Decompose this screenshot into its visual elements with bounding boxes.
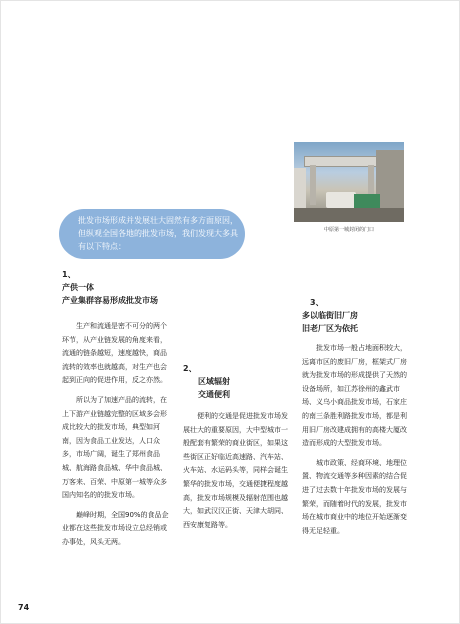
building <box>376 150 404 210</box>
paragraph: 生产和流通是密不可分的两个环节，从产业链发展的角度来看，流通的链条越短，速度越快，商品流转的效率也就越高，对生产也会起到正向的促进作用，反之亦然。 <box>62 322 167 385</box>
paragraph: 批发市场一般占地面积较大，远离市区的废旧厂房，框架式厂房就为批发市场的形成提供了天然的设备场所，如江苏徐州的鑫武市场、义乌小商品批发市场，石家庄的南三条胜利路批发市场，都是利用旧厂房改建成拥有的高楼大厦改造而形成的大型批发市场。 <box>302 344 407 448</box>
section-1-heading <box>62 268 158 307</box>
intro-text: 批发市场形成并发展壮大固然有多方面原因，但纵观全国各地的批发市场，我们发现大多具有以下特点： <box>78 216 238 251</box>
green-tarp <box>354 194 380 208</box>
section-3-body <box>302 342 412 538</box>
section-title-line: 产供一体 <box>62 283 94 292</box>
section-title-line: 交通便利 <box>198 390 230 399</box>
building <box>294 168 306 208</box>
section-number: 2、 <box>183 364 197 373</box>
market-gate-photo <box>294 142 404 222</box>
section-2-body <box>183 410 293 532</box>
ground <box>294 208 404 222</box>
section-title-line: 区域辐射 <box>198 377 230 386</box>
photo-caption: 中原第一城封闭的门口 <box>323 227 374 233</box>
paragraph: 所以为了加速产品的流转，在上下游产业链越完整的区域多会形成比较大的批发市场，典型如河南，因为食品工业发达，人口众多，市场广阔，诞生了郑州食品城、航海路食品城、华中食品城、万客来、百荣、中原第一城等众多国内知名的的批发市场。 <box>62 395 167 500</box>
section-2-heading <box>183 362 245 401</box>
page-number: 74 <box>18 603 30 612</box>
section-title-line: 旧老厂区为依托 <box>302 324 358 333</box>
section-number: 1、 <box>62 270 76 279</box>
paragraph: 便利的交通是促进批发市场发展壮大的重要原因，大中型城市一般配套有繁荣的商业街区，如果这些街区正好临近高速路、汽车站、火车站、水运码头等，同样会诞生繁华的批发市场，交通便捷程度越高，批发市场规模及辐射范围也越大，如武汉汉正街、天津大胡同、西安康复路等。 <box>183 412 288 529</box>
section-title-line: 产业集群容易形成批发市场 <box>62 296 158 305</box>
section-title-line: 多以临街旧厂房 <box>302 311 358 320</box>
truck <box>326 192 356 208</box>
section-number: 3、 <box>310 298 324 307</box>
gate-post <box>310 165 316 205</box>
section-1-body <box>62 320 172 550</box>
section-3-heading <box>302 296 358 335</box>
paragraph: 城市政策、经商环境、地理位置、物流交通等多种因素的结合促进了过去数十年批发市场的发展与繁荣，而随着时代的发展，批发市场在城市商业中的地位开始逐渐变得无足轻重。 <box>302 458 407 535</box>
paragraph: 巅峰时期，全国90%的食品企业都在这些批发市场设立总经销或办事处，风头无两。 <box>62 510 169 546</box>
